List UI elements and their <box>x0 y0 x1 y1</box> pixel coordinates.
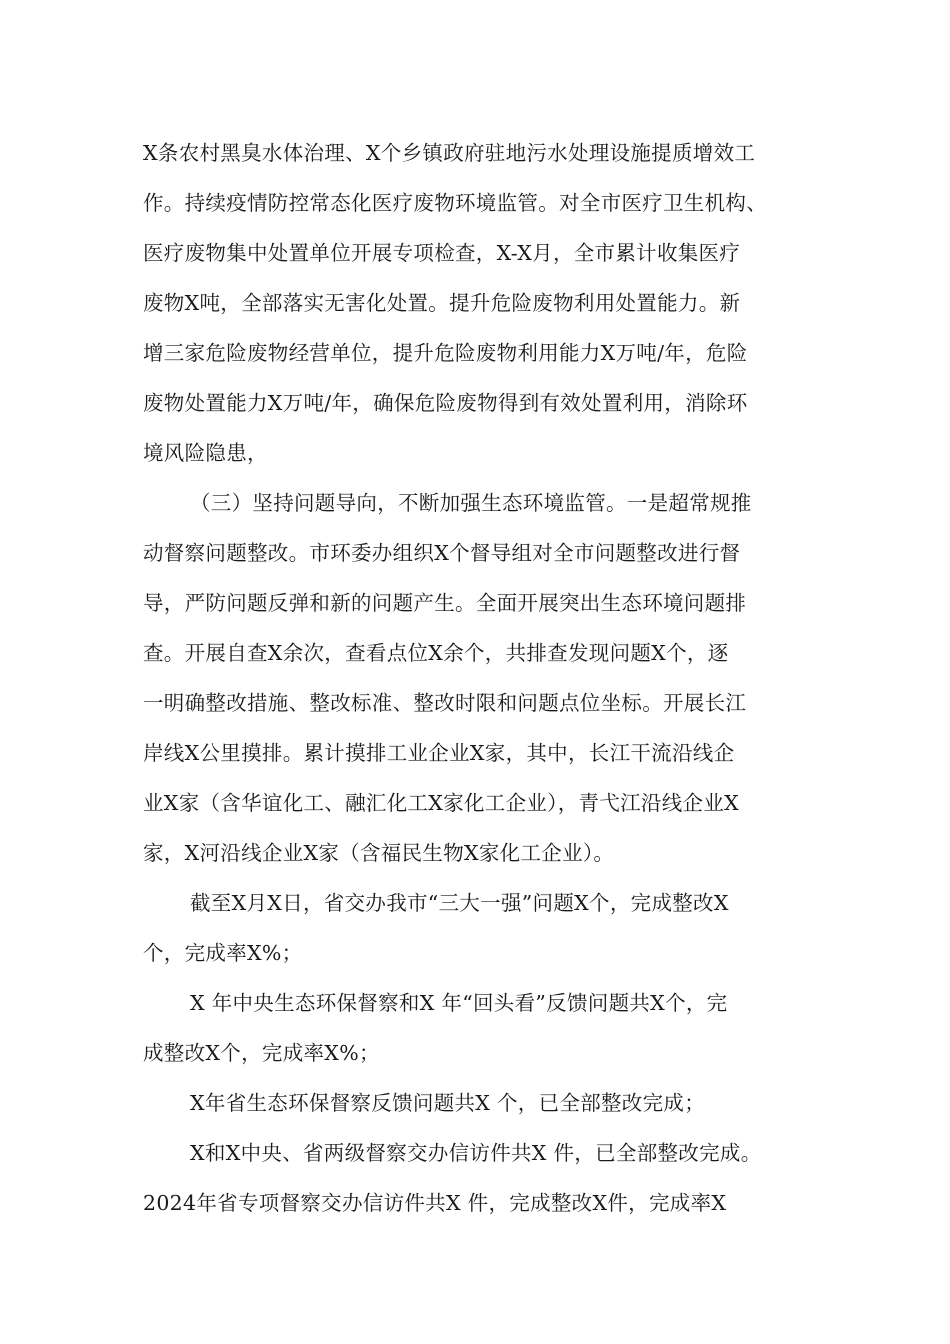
text-line: X条农村黑臭水体治理、X个乡镇政府驻地污水处理设施提质增效工 <box>143 141 756 165</box>
text-line: 一明确整改措施、整改标准、整改时限和问题点位坐标。开展长江 <box>143 691 747 715</box>
text-line: X 年中央生态环保督察和X 年“回头看”反馈问题共X个，完 <box>190 991 728 1015</box>
text-line: 查。开展自查X余次，查看点位X余个，共排查发现问题X个，逐 <box>143 641 729 665</box>
text-line: 2024年省专项督察交办信访件共X 件，完成整改X件，完成率X <box>143 1191 727 1215</box>
section-heading-line: （三）坚持问题导向，不断加强生态环境监管。一是超常规推 <box>190 491 752 515</box>
text-line: X年省生态环保督察反馈问题共X 个，已全部整改完成； <box>190 1091 706 1115</box>
text-line: 境风险隐患， <box>143 441 268 465</box>
text-line: X和X中央、省两级督察交办信访件共X 件，已全部整改完成。 <box>190 1141 762 1165</box>
text-line: 增三家危险废物经营单位，提升危险废物利用能力X万吨/年，危险 <box>143 341 748 365</box>
text-line: 家，X河沿线企业X家（含福民生物X家化工企业）。 <box>143 841 615 865</box>
text-line: 成整改X个，完成率X%； <box>143 1041 380 1065</box>
text-line: 岸线X公里摸排。累计摸排工业企业X家，其中，长江干流沿线企 <box>143 741 735 765</box>
text-line: 导，严防问题反弹和新的问题产生。全面开展突出生态环境问题排 <box>143 591 747 615</box>
text-line: 作。持续疫情防控常态化医疗废物环境监管。对全市医疗卫生机构、 <box>143 191 767 215</box>
text-line: 业X家（含华谊化工、融汇化工X家化工企业），青弋江沿线企业X <box>143 791 740 815</box>
text-line: 动督察问题整改。市环委办组织X个督导组对全市问题整改进行督 <box>143 541 741 565</box>
text-line: 截至X月X日，省交办我市“三大一强”问题X个，完成整改X <box>190 891 729 915</box>
text-line: 废物X吨，全部落实无害化处置。提升危险废物利用处置能力。新 <box>143 291 741 315</box>
text-line: 个，完成率X%； <box>143 941 303 965</box>
text-line: 医疗废物集中处置单位开展专项检查，X-X月，全市累计收集医疗 <box>143 241 741 265</box>
text-line: 废物处置能力X万吨/年，确保危险废物得到有效处置利用，消除环 <box>143 391 748 415</box>
